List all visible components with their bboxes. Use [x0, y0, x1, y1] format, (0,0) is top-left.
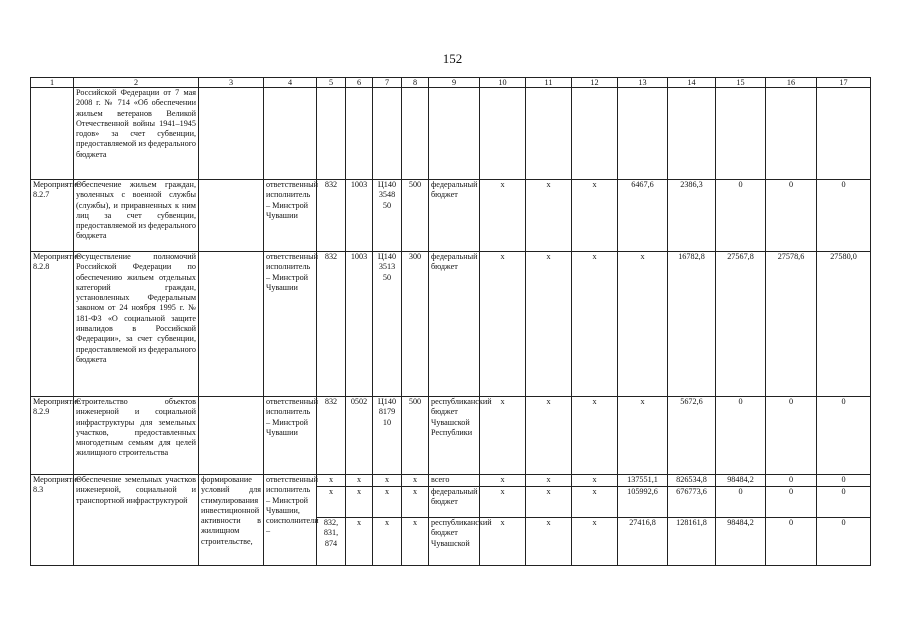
cell-year-value: 0: [817, 397, 871, 475]
cell-section: x: [346, 487, 373, 518]
cell-expense-type: 500: [402, 397, 429, 475]
cell-year-value: 27578,6: [766, 252, 817, 397]
cell-year-value: x: [572, 397, 618, 475]
measure-id: Мероприятие 8.2.8: [31, 252, 74, 397]
measure-description: Строительство объектов инженерной и социальной инфраструктуры для земельных участков, предоставленных многодетным семьям для целей жилищного строительства: [74, 397, 199, 475]
cell-expense-type: x: [402, 518, 429, 566]
cell-year-value: x: [526, 518, 572, 566]
cell-year-value: x: [618, 397, 668, 475]
cell-year-value: 0: [817, 518, 871, 566]
cell-year-value: x: [572, 518, 618, 566]
measure-description: Обеспечение жильем граждан, уволенных с военной службы (службы), и приравненных к ним лиц за счет субвенции, предоставляемой из федерального бюджета: [74, 180, 199, 252]
measure-goal: [199, 252, 264, 397]
measure-id: Мероприятие 8.2.9: [31, 397, 74, 475]
column-header: 10: [480, 78, 526, 88]
column-header: 5: [317, 78, 346, 88]
measure-executor: ответственный исполнитель – Минстрой Чувашии: [264, 252, 317, 397]
column-header: 17: [817, 78, 871, 88]
cell-year-value: 0: [766, 475, 817, 487]
cell-grbs: x: [317, 475, 346, 487]
cell-section: 1003: [346, 180, 373, 252]
cell-target-code: x: [373, 487, 402, 518]
table-row: [31, 475, 871, 487]
cell-expense-type: x: [402, 487, 429, 518]
header-row: [31, 78, 871, 88]
measure-goal: формирование условий для стимулирования инвестиционной активности в жилищном строительстве,: [199, 475, 264, 566]
table-row-continuation: [31, 88, 871, 180]
cell-year-value: x: [526, 475, 572, 487]
measure-id: Мероприятие 8.2.7: [31, 180, 74, 252]
cell-year-value: 16782,8: [668, 252, 716, 397]
cell-year-value: 0: [766, 397, 817, 475]
cell-year-value: 105992,6: [618, 487, 668, 518]
cell-expense-type: x: [402, 475, 429, 487]
cell-grbs: x: [317, 487, 346, 518]
cell-year-value: 98484,2: [716, 475, 766, 487]
cell-year-value: 98484,2: [716, 518, 766, 566]
cell-year-value: 0: [716, 180, 766, 252]
cell-year-value: x: [480, 397, 526, 475]
cell-year-value: x: [572, 475, 618, 487]
cell-year-value: 27567,8: [716, 252, 766, 397]
cell-funding-source: республиканский бюджет Чувашской Республики: [429, 397, 480, 475]
cell-year-value: 676773,6: [668, 487, 716, 518]
cell-year-value: x: [480, 252, 526, 397]
cell-year-value: x: [572, 487, 618, 518]
cell-year-value: 6467,6: [618, 180, 668, 252]
measure-executor: ответственный исполнитель – Минстрой Чувашии, соисполнители –: [264, 475, 317, 566]
cell-year-value: x: [480, 180, 526, 252]
cell-year-value: 5672,6: [668, 397, 716, 475]
column-header: 9: [429, 78, 480, 88]
cell-grbs: 832, 831, 874: [317, 518, 346, 566]
measure-executor: ответственный исполнитель – Минстрой Чувашии: [264, 180, 317, 252]
cell-grbs: 832: [317, 180, 346, 252]
table-row: [31, 180, 871, 252]
cell-funding-source: федеральный бюджет: [429, 180, 480, 252]
column-header: 16: [766, 78, 817, 88]
measure-description: Российской Федерации от 7 мая 2008 г. № 714 «Об обеспечении жильем ветеранов Великой Отечественной войны 1941–1945 годов» за счет субвенции, предоставляемой из федерального бюджета: [74, 88, 199, 180]
cell-target-code: Ц140 3513 50: [373, 252, 402, 397]
cell-year-value: x: [526, 252, 572, 397]
cell-target-code: x: [373, 518, 402, 566]
cell-year-value: 128161,8: [668, 518, 716, 566]
cell-target-code: x: [373, 475, 402, 487]
cell-year-value: 826534,8: [668, 475, 716, 487]
measure-goal: [199, 397, 264, 475]
cell-year-value: 0: [716, 397, 766, 475]
cell-year-value: 0: [817, 487, 871, 518]
measure-description: Осуществление полномочий Российской Федерации по обеспечению жильем отдельных категорий граждан, установленных Федеральным законом от 24 ноября 1995 г. № 181-ФЗ «О социальной защите инвалидов в Российской Федерации», за счет субвенции, предоставляемой из федерального бюджета: [74, 252, 199, 397]
column-header: 15: [716, 78, 766, 88]
cell-section: x: [346, 475, 373, 487]
budget-table: [30, 77, 871, 566]
cell-year-value: 27416,8: [618, 518, 668, 566]
column-header: 6: [346, 78, 373, 88]
cell-target-code: Ц140 8179 10: [373, 397, 402, 475]
measure-goal: [199, 180, 264, 252]
column-header: 2: [74, 78, 199, 88]
cell-year-value: x: [526, 180, 572, 252]
cell-funding-source: федеральный бюджет: [429, 252, 480, 397]
column-header: 13: [618, 78, 668, 88]
cell-grbs: 832: [317, 397, 346, 475]
column-header: 4: [264, 78, 317, 88]
cell-year-value: x: [572, 252, 618, 397]
column-header: 11: [526, 78, 572, 88]
cell-year-value: x: [618, 252, 668, 397]
cell-year-value: x: [572, 180, 618, 252]
column-header: 12: [572, 78, 618, 88]
cell-funding-source: федеральный бюджет: [429, 487, 480, 518]
column-header: 14: [668, 78, 716, 88]
cell-year-value: x: [526, 397, 572, 475]
table-row: [31, 252, 871, 397]
cell-year-value: x: [480, 518, 526, 566]
column-header: 8: [402, 78, 429, 88]
cell-target-code: Ц140 3548 50: [373, 180, 402, 252]
cell-year-value: 0: [716, 487, 766, 518]
cell-year-value: x: [480, 487, 526, 518]
cell-year-value: x: [480, 475, 526, 487]
cell-section: x: [346, 518, 373, 566]
cell-expense-type: 300: [402, 252, 429, 397]
cell-section: 1003: [346, 252, 373, 397]
table-row: [31, 397, 871, 475]
column-header: 7: [373, 78, 402, 88]
cell-section: 0502: [346, 397, 373, 475]
cell-funding-source: всего: [429, 475, 480, 487]
cell-expense-type: 500: [402, 180, 429, 252]
cell-year-value: x: [526, 487, 572, 518]
measure-description: Обеспечение земельных участков инженерной, социальной и транспортной инфраструктурой: [74, 475, 199, 566]
cell-year-value: 137551,1: [618, 475, 668, 487]
page-number: 152: [442, 51, 463, 66]
measure-id: Мероприятие 8.3: [31, 475, 74, 566]
column-header: 1: [31, 78, 74, 88]
cell-funding-source: республиканский бюджет Чувашской: [429, 518, 480, 566]
measure-executor: ответственный исполнитель – Минстрой Чувашии: [264, 397, 317, 475]
column-header: 3: [199, 78, 264, 88]
cell-year-value: 0: [766, 518, 817, 566]
cell-year-value: 0: [817, 180, 871, 252]
cell-year-value: 0: [766, 487, 817, 518]
cell-year-value: 2386,3: [668, 180, 716, 252]
cell-year-value: 0: [766, 180, 817, 252]
cell-year-value: 27580,0: [817, 252, 871, 397]
cell-grbs: 832: [317, 252, 346, 397]
cell-year-value: 0: [817, 475, 871, 487]
